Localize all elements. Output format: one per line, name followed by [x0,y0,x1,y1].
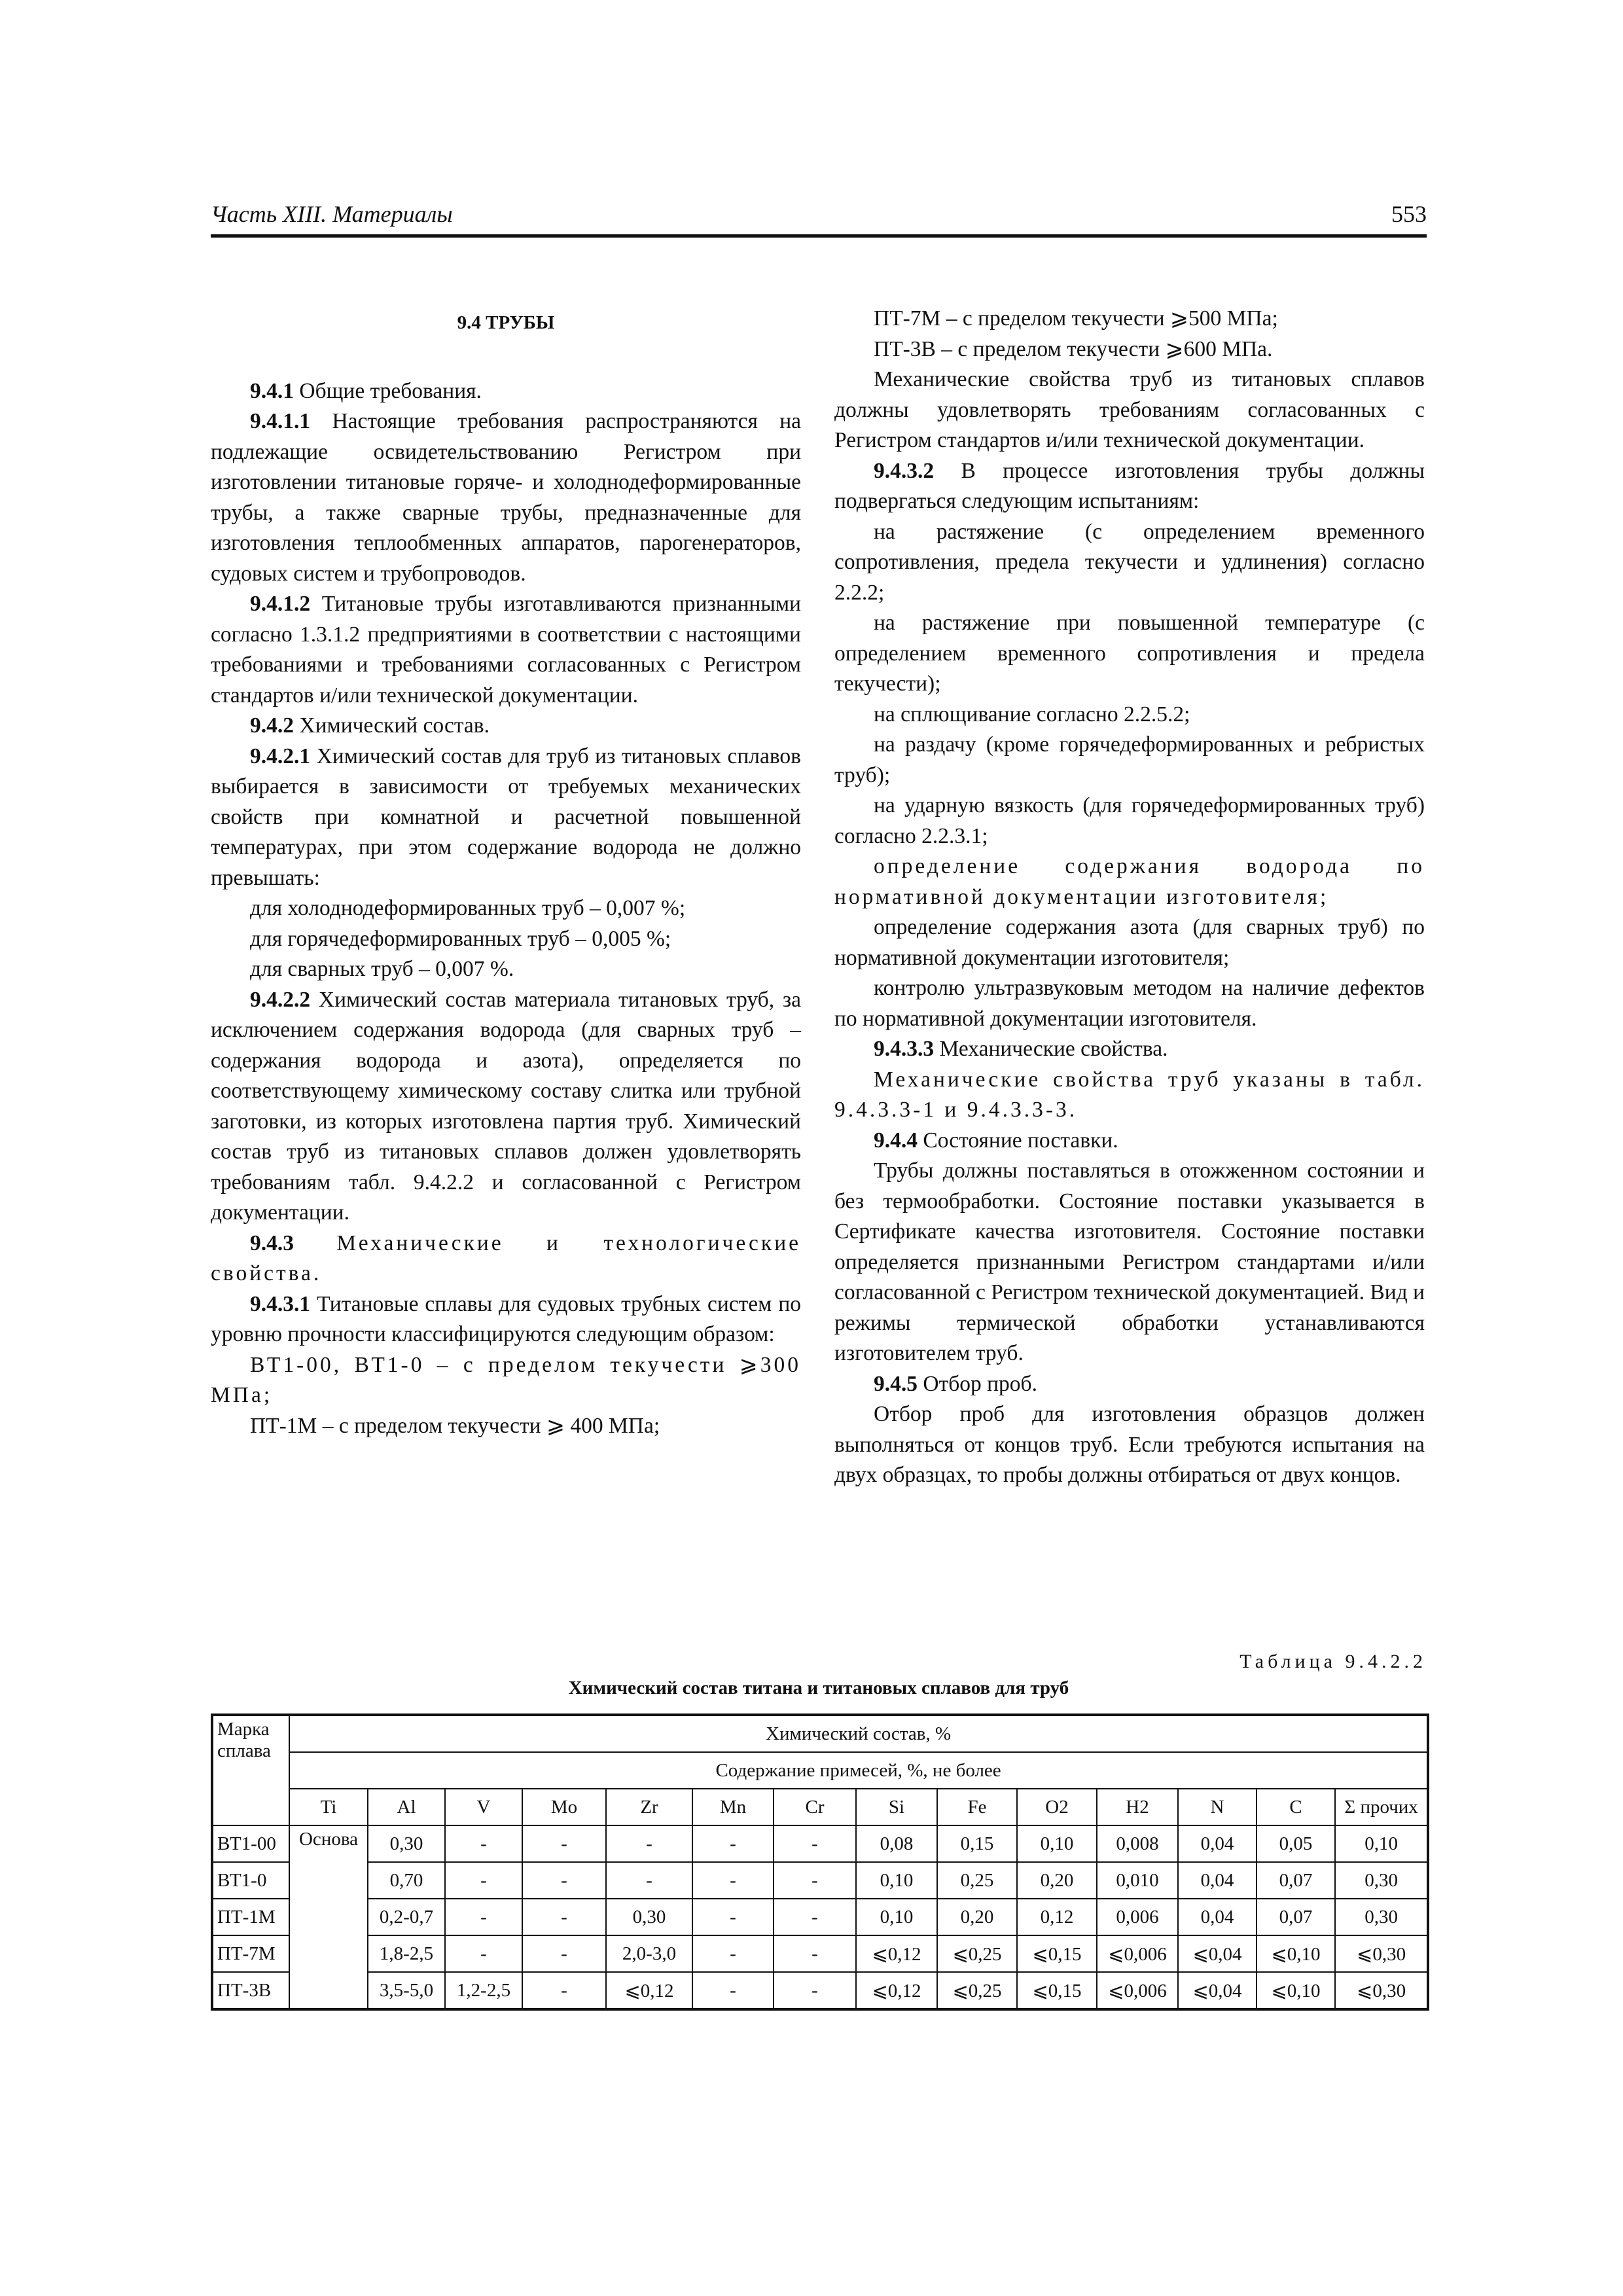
column-header: Mn [692,1789,774,1825]
table-cell: 1,2-2,5 [445,1972,522,2009]
list-item: для сварных труб – 0,007 %. [250,957,514,981]
table-cell: ⩽0,25 [937,1935,1017,1972]
table-cell: 0,010 [1097,1862,1178,1899]
column-header: Cr [774,1789,856,1825]
list-item: для холоднодеформированных труб – 0,007 %; [250,896,686,920]
paragraph: Отбор проб для изготовления образцов должен выполняться от концов труб. Если требуются испытания на двух образцах, то пробы должны отбираться от двух концов. [834,1402,1425,1487]
column-header: Σ прочих [1335,1789,1428,1825]
table-cell-mark: ВТ1-00 [212,1825,289,1862]
column-header-mark: Марка сплава [212,1715,289,1825]
table-cell: 0,20 [1017,1862,1097,1899]
paragraph: 9.4.1.2 Титановые трубы изготавливаются признанными согласно 1.3.1.2 предприятиями в соответствии с настоящими требованиями и требованиями согласованных с Регистром стандартов и/или технической документации. [211,592,801,708]
table-cell: 0,30 [368,1825,445,1862]
paragraph: 9.4.2.2 Химический состав материала титановых труб, за исключением содержания водорода (для сварных труб – содержания водорода и азота), определяется по соответствующему химическому составу слитка или трубной заготовки, из которых изготовлена партия труб. Химический состав труб из титановых сплавов должен удовлетворять требованиям табл. 9.4.2.2 и согласованной с Регистром документации. [211,987,801,1225]
running-title: Часть XIII. Материалы [211,201,453,227]
table-cell: 0,20 [937,1899,1017,1935]
table-cell: - [522,1972,606,2009]
table-cell: - [692,1899,774,1935]
table-cell: 0,10 [856,1899,937,1935]
table-cell: ⩽0,04 [1178,1972,1257,2009]
table-cell: 0,30 [1335,1862,1428,1899]
list-item: на растяжение при повышенной температуре (с определением временного сопротивления и предела текучести); [834,611,1425,696]
table-cell: - [774,1935,856,1972]
column-header: Ti [289,1789,368,1825]
table-row [212,1862,1428,1899]
list-item: ПТ-7М – с пределом текучести ⩾500 МПа; [874,306,1278,331]
table-cell: ⩽0,12 [856,1972,937,2009]
paragraph: Механические свойства труб из титановых сплавов должны удовлетворять требованиям согласованных с Регистром стандартов и/или технической документации. [834,367,1425,452]
table-cell: 0,04 [1178,1899,1257,1935]
table-cell: ⩽0,10 [1257,1972,1335,2009]
column-header: V [445,1789,522,1825]
table-row [212,1825,1428,1862]
table-cell: - [606,1825,692,1862]
paragraph: 9.4.1 Общие требования. [250,378,482,403]
right-column [834,304,1425,1491]
page-header [211,200,1427,238]
table-cell: - [692,1862,774,1899]
column-header: O2 [1017,1789,1097,1825]
column-header-chem: Химический состав, % [289,1715,1428,1752]
left-column [211,308,801,1441]
table-cell: 0,30 [606,1899,692,1935]
table-cell: ⩽0,15 [1017,1972,1097,2009]
paragraph: 9.4.2.1 Химический состав для труб из титановых сплавов выбирается в зависимости от требуемых механических свойств при комнатной и расчетной повышенной температурах, при этом содержание водорода не должно превышать: [211,744,801,890]
table-cell: 0,15 [937,1825,1017,1862]
table-cell-mark: ПТ-3В [212,1972,289,2009]
column-header: Fe [937,1789,1017,1825]
table-cell: - [774,1862,856,1899]
table-cell: - [522,1862,606,1899]
table-cell-base: Основа [289,1825,368,2009]
list-item: ПТ-3В – с пределом текучести ⩾600 МПа. [874,336,1273,361]
table-cell: ⩽0,12 [856,1935,937,1972]
table-cell: 0,008 [1097,1825,1178,1862]
table-cell: - [445,1935,522,1972]
table-row [212,1935,1428,1972]
table-cell: 0,2-0,7 [368,1899,445,1935]
table-cell: 0,10 [856,1862,937,1899]
table-cell: - [522,1825,606,1862]
table-cell: 0,10 [1335,1825,1428,1862]
table-row [212,1972,1428,2009]
paragraph: 9.4.3.1 Титановые сплавы для судовых трубных систем по уровню прочности классифицируются следующим образом: [211,1291,801,1346]
table-cell: 0,07 [1257,1862,1335,1899]
table-cell: - [692,1825,774,1862]
paragraph: 9.4.1.1 Настоящие требования распространяются на подлежащие освидетельствованию Регистром при изготовлении титановые горяче- и холоднодеформированные трубы, а также сварные трубы, предназначенные для изготовления теплообменных аппаратов, парогенераторов, судовых систем и трубопроводов. [211,409,801,586]
list-item: ПТ-1М – с пределом текучести ⩾ 400 МПа; [250,1413,660,1438]
table-cell: ⩽0,15 [1017,1935,1097,1972]
table-cell: - [692,1935,774,1972]
list-item: на раздачу (кроме горячедеформированных и ребристых труб); [834,732,1425,787]
table-cell: ⩽0,30 [1335,1935,1428,1972]
table-cell: ⩽0,25 [937,1972,1017,2009]
column-header: Si [856,1789,937,1825]
list-item: контролю ультразвуковым методом на наличие дефектов по нормативной документации изготовителя. [834,976,1425,1031]
table-cell: 0,04 [1178,1825,1257,1862]
table-cell: 0,70 [368,1862,445,1899]
page-number: 553 [1391,201,1427,227]
table-cell: - [522,1899,606,1935]
column-header: N [1178,1789,1257,1825]
table-cell: 0,30 [1335,1899,1428,1935]
paragraph: 9.4.5 Отбор проб. [874,1371,1037,1396]
table-cell: ⩽0,04 [1178,1935,1257,1972]
table-cell: ⩽0,12 [606,1972,692,2009]
table-cell: 0,04 [1178,1862,1257,1899]
table-cell: - [774,1972,856,2009]
chemical-composition-table [211,1713,1429,2011]
column-header: Zr [606,1789,692,1825]
list-item: на сплющивание согласно 2.2.5.2; [874,702,1190,726]
table-cell: - [606,1862,692,1899]
paragraph: 9.4.3.2 В процессе изготовления трубы должны подвергаться следующим испытаниям: [834,458,1425,513]
table-cell: - [774,1825,856,1862]
paragraph: 9.4.2 Химический состав. [250,713,490,738]
table-cell: ⩽0,006 [1097,1972,1178,2009]
table-cell-mark: ВТ1-0 [212,1862,289,1899]
column-header-impurities: Содержание примесей, %, не более [289,1752,1428,1789]
table-title: Химический состав титана и титановых сплавов для труб [568,1677,1069,1698]
table-cell: - [445,1825,522,1862]
paragraph: Трубы должны поставляться в отожженном состоянии и без термообработки. Состояние поставки указывается в Сертификате качества изготовителя. Состояние поставки определяется признанными Регистром стандартами и/или согласованной с Регистром технической документацией. Вид и режимы термической обработки устанавливаются изготовителем труб. [834,1158,1425,1365]
table-cell: - [774,1899,856,1935]
table-cell: 0,10 [1017,1825,1097,1862]
table-cell: 0,08 [856,1825,937,1862]
section-title: 9.4 ТРУБЫ [457,312,555,333]
table-row [212,1899,1428,1935]
table-cell: - [445,1899,522,1935]
table-label: Таблица 9.4.2.2 [1240,1651,1427,1672]
table-cell: 0,07 [1257,1899,1335,1935]
table-cell: - [445,1862,522,1899]
table-cell: 0,12 [1017,1899,1097,1935]
paragraph: 9.4.4 Состояние поставки. [874,1128,1118,1153]
table-cell: 1,8-2,5 [368,1935,445,1972]
paragraph: Механические свойства труб указаны в табл. 9.4.3.3-1 и 9.4.3.3-3. [834,1067,1425,1122]
table-cell: ⩽0,10 [1257,1935,1335,1972]
table-cell: 2,0-3,0 [606,1935,692,1972]
list-item: ВТ1-00, ВТ1-0 – с пределом текучести ⩾300 МПа; [211,1352,801,1407]
list-item: на ударную вязкость (для горячедеформированных труб) согласно 2.2.3.1; [834,793,1425,848]
column-header: H2 [1097,1789,1178,1825]
column-header: C [1257,1789,1335,1825]
table-cell: - [522,1935,606,1972]
table-cell-mark: ПТ-1М [212,1899,289,1935]
table-cell: 0,05 [1257,1825,1335,1862]
table-cell-mark: ПТ-7М [212,1935,289,1972]
list-item: на растяжение (с определением временного сопротивления, предела текучести и удлинения) согласно 2.2.2; [834,519,1425,605]
table-cell: 0,25 [937,1862,1017,1899]
column-header: Al [368,1789,445,1825]
table-cell: ⩽0,006 [1097,1935,1178,1972]
table-cell: ⩽0,30 [1335,1972,1428,2009]
column-header: Mo [522,1789,606,1825]
table-cell: 0,006 [1097,1899,1178,1935]
table-cell: 3,5-5,0 [368,1972,445,2009]
paragraph: 9.4.3.3 Механические свойства. [874,1037,1168,1061]
list-item: для горячедеформированных труб – 0,005 %; [250,926,671,951]
table-cell: - [692,1972,774,2009]
paragraph: 9.4.3 Механические и технологические свойства. [211,1230,801,1285]
list-item: определение содержания водорода по нормативной документации изготовителя; [834,854,1425,909]
list-item: определение содержания азота (для сварных труб) по нормативной документации изготовителя; [834,915,1425,970]
